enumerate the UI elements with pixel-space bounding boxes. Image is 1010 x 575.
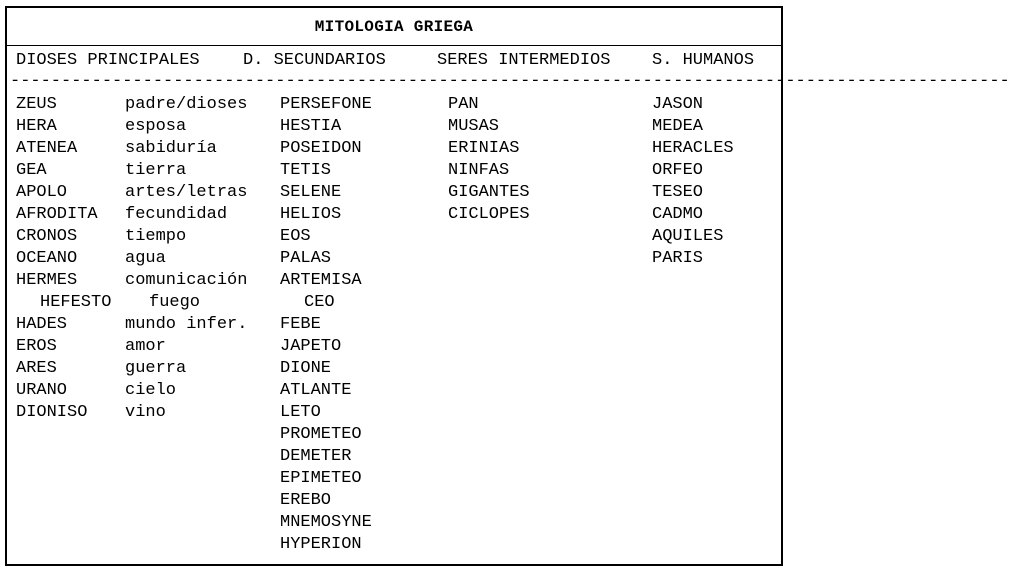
list-item: vino	[125, 403, 166, 422]
list-item: cielo	[125, 381, 177, 400]
list-item: MEDEA	[652, 117, 704, 136]
header-seres-intermedios: SERES INTERMEDIOS	[437, 51, 611, 70]
header-dioses-principales: DIOSES PRINCIPALES	[16, 51, 200, 70]
title-bar	[7, 8, 781, 46]
list-item: LETO	[280, 403, 321, 422]
list-item: HADES	[16, 315, 68, 334]
list-item: CICLOPES	[448, 205, 530, 224]
list-item: comunicación	[125, 271, 248, 290]
list-item: agua	[125, 249, 166, 268]
list-item: ERINIAS	[448, 139, 520, 158]
list-item: EPIMETEO	[280, 469, 362, 488]
list-item: MUSAS	[448, 117, 500, 136]
list-item: ARES	[16, 359, 57, 378]
list-item: sabiduría	[125, 139, 217, 158]
list-item: SELENE	[280, 183, 342, 202]
list-item: AFRODITA	[16, 205, 98, 224]
list-item: PERSEFONE	[280, 95, 372, 114]
list-item: OCEANO	[16, 249, 78, 268]
list-item: CEO	[304, 293, 335, 312]
list-item: DIONISO	[16, 403, 88, 422]
list-item: tierra	[125, 161, 187, 180]
list-item: TETIS	[280, 161, 332, 180]
column-seres-intermedios	[448, 94, 530, 226]
list-item: tiempo	[125, 227, 187, 246]
list-item: ORFEO	[652, 161, 704, 180]
list-item: EROS	[16, 337, 57, 356]
list-item: URANO	[16, 381, 68, 400]
list-item: padre/dioses	[125, 95, 248, 114]
list-item: HESTIA	[280, 117, 342, 136]
list-item: artes/letras	[125, 183, 248, 202]
list-item: POSEIDON	[280, 139, 362, 158]
list-item: HYPERION	[280, 535, 362, 554]
list-item: FEBE	[280, 315, 321, 334]
list-item: CADMO	[652, 205, 704, 224]
list-item: guerra	[125, 359, 187, 378]
column-dioses-secundarios	[280, 94, 372, 556]
list-item: HEFESTO	[40, 293, 112, 312]
list-item: fecundidad	[125, 205, 228, 224]
list-item: APOLO	[16, 183, 68, 202]
list-item: ATLANTE	[280, 381, 352, 400]
list-item: esposa	[125, 117, 187, 136]
header-dioses-secundarios: D. SECUNDARIOS	[243, 51, 386, 70]
list-item: ATENEA	[16, 139, 78, 158]
list-item: GIGANTES	[448, 183, 530, 202]
list-item: PROMETEO	[280, 425, 362, 444]
list-item: MNEMOSYNE	[280, 513, 372, 532]
list-item: ARTEMISA	[280, 271, 362, 290]
list-item: HERACLES	[652, 139, 734, 158]
column-god-domains	[125, 94, 247, 424]
list-item: JASON	[652, 95, 704, 114]
list-item: TESEO	[652, 183, 704, 202]
list-item: JAPETO	[280, 337, 342, 356]
list-item: HERA	[16, 117, 57, 136]
list-item: AQUILES	[652, 227, 724, 246]
list-item: fuego	[149, 293, 201, 312]
column-seres-humanos	[652, 94, 734, 270]
list-item: EREBO	[280, 491, 332, 510]
header-divider: --------------------------------------------------------------------------------------------------	[10, 72, 1010, 91]
list-item: DIONE	[280, 359, 332, 378]
list-item: PAN	[448, 95, 479, 114]
list-item: PALAS	[280, 249, 332, 268]
header-seres-humanos: S. HUMANOS	[652, 51, 755, 70]
list-item: amor	[125, 337, 166, 356]
list-item: NINFAS	[448, 161, 510, 180]
list-item: CRONOS	[16, 227, 78, 246]
list-item: ZEUS	[16, 95, 57, 114]
page-title: MITOLOGIA GRIEGA	[314, 18, 474, 36]
list-item: HELIOS	[280, 205, 342, 224]
list-item: PARIS	[652, 249, 704, 268]
list-item: GEA	[16, 161, 47, 180]
list-item: DEMETER	[280, 447, 352, 466]
list-item: EOS	[280, 227, 311, 246]
column-god-names	[16, 94, 111, 424]
list-item: HERMES	[16, 271, 78, 290]
list-item: mundo infer.	[125, 315, 248, 334]
